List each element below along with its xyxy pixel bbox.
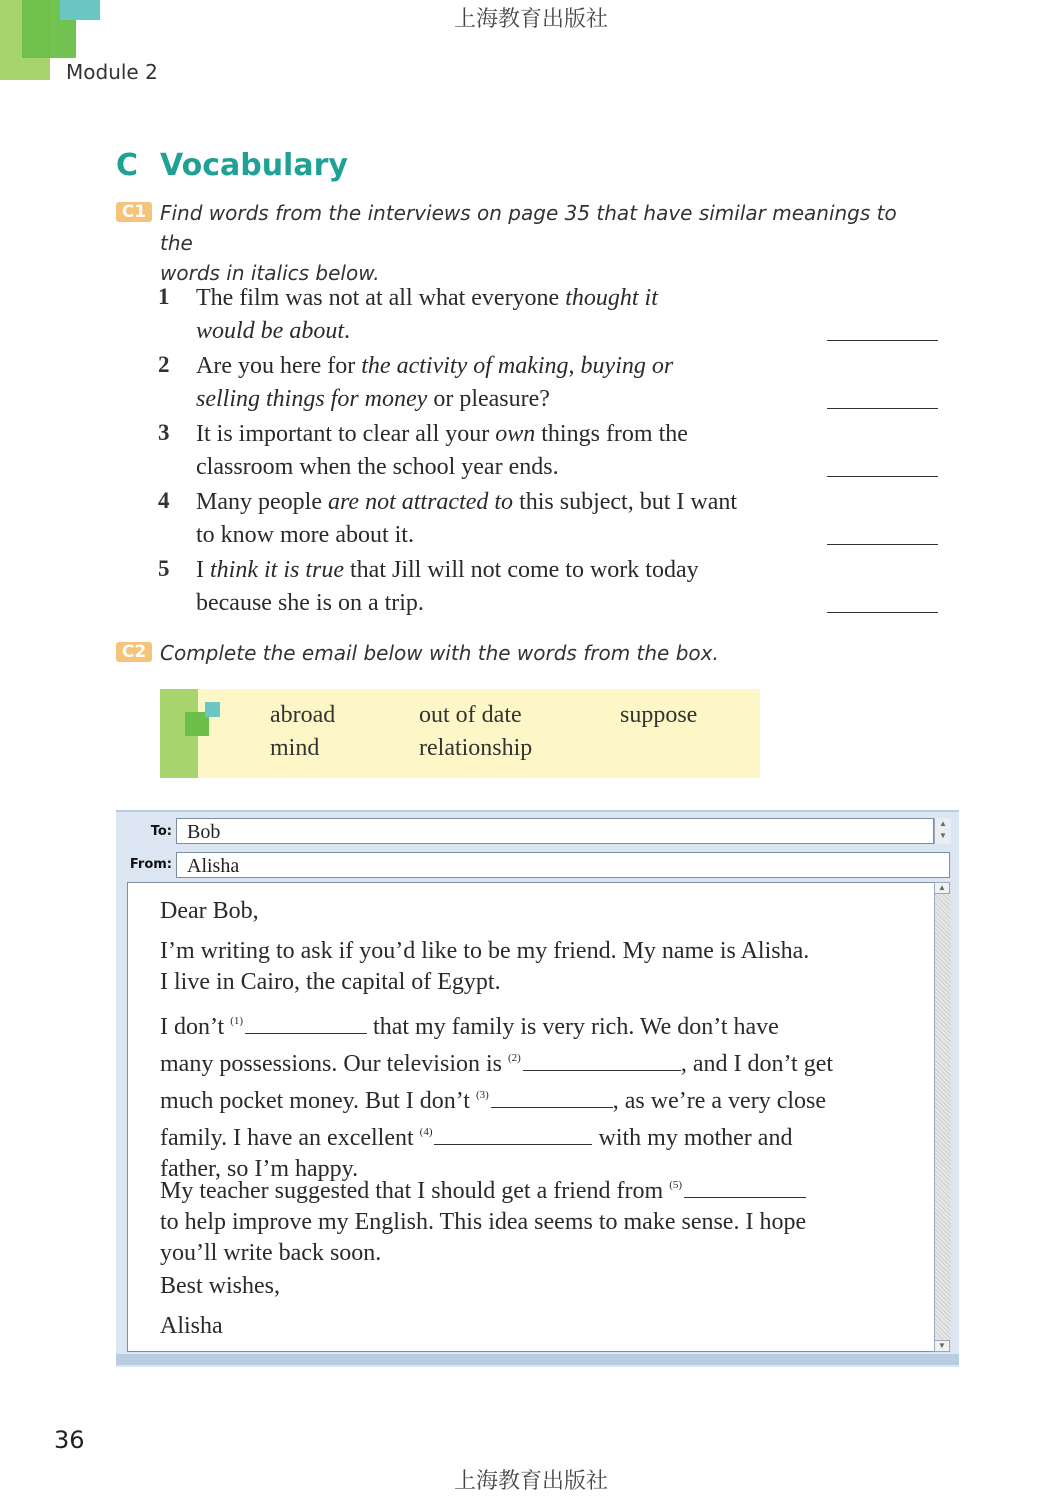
gap-number-1: (1) bbox=[230, 1015, 244, 1027]
to-field-spinner[interactable] bbox=[934, 818, 951, 844]
gap-2-blank[interactable] bbox=[523, 1048, 681, 1071]
c1-answer-blank[interactable] bbox=[827, 544, 938, 545]
email-p2-line-5: father, so I’m happy. bbox=[160, 1156, 359, 1182]
c1-question-line-2: classroom when the school year ends. bbox=[196, 454, 559, 480]
section-title: Vocabulary bbox=[160, 148, 348, 183]
module-label: Module 2 bbox=[66, 60, 158, 84]
gap-4-blank[interactable] bbox=[434, 1122, 592, 1145]
word-relationship: relationship bbox=[419, 735, 533, 761]
word-mind: mind bbox=[270, 735, 320, 761]
c1-question-line-2: would be about. bbox=[196, 318, 350, 344]
email-closing: Best wishes, bbox=[160, 1273, 280, 1299]
c1-question-line-2: to know more about it. bbox=[196, 522, 414, 548]
c1-question-line-2: selling things for money or pleasure? bbox=[196, 386, 550, 412]
email-p1-line-2: I live in Cairo, the capital of Egypt. bbox=[160, 969, 501, 995]
c1-instruction bbox=[160, 198, 920, 288]
c1-question-text bbox=[196, 554, 816, 620]
email-p3-line-2: to help improve my English. This idea seems to make sense. I hope bbox=[160, 1209, 807, 1235]
gap-number-3: (3) bbox=[475, 1089, 489, 1101]
c1-question-text bbox=[196, 282, 816, 348]
email-paragraph-1 bbox=[160, 936, 809, 998]
gap-number-5: (5) bbox=[669, 1179, 683, 1191]
scroll-down-icon[interactable]: ▼ bbox=[934, 1340, 950, 1352]
section-letter: C bbox=[116, 148, 139, 183]
word-abroad: abroad bbox=[270, 702, 336, 728]
c1-question-number: 2 bbox=[158, 352, 170, 377]
email-p2-line-4: family. I have an excellent $^{(4)}$ with my mother and bbox=[160, 1117, 920, 1154]
c1-question-line-2: because she is on a trip. bbox=[196, 590, 424, 616]
c1-question-line-1: It is important to clear all your own things from the bbox=[196, 421, 688, 447]
c2-instruction: Complete the email below with the words from the box. bbox=[160, 641, 719, 665]
c1-question-number: 1 bbox=[158, 284, 170, 309]
spin-up-icon[interactable]: ▲ bbox=[939, 819, 947, 828]
c1-answer-blank[interactable] bbox=[827, 408, 938, 409]
c1-instruction-line-2: words in italics below. bbox=[160, 261, 380, 285]
to-field[interactable]: Bob bbox=[176, 818, 934, 844]
publisher-header: 上海教育出版社 bbox=[453, 6, 608, 31]
c1-instruction-line-1: Find words from the interviews on page 35 that have similar meanings to the bbox=[160, 201, 897, 255]
gap-5-blank[interactable] bbox=[684, 1175, 806, 1198]
gap-1-blank[interactable] bbox=[245, 1011, 367, 1034]
to-label: To: bbox=[150, 824, 172, 839]
c1-question-number: 3 bbox=[158, 420, 170, 445]
c1-question-line-1: The film was not at all what everyone thought it bbox=[196, 285, 658, 311]
c1-question-number: 5 bbox=[158, 556, 170, 581]
scroll-up-icon[interactable]: ▲ bbox=[934, 882, 950, 894]
email-paragraph-3 bbox=[160, 1170, 920, 1269]
gap-number-2: (2) bbox=[508, 1052, 521, 1064]
email-signature: Alisha bbox=[160, 1313, 223, 1339]
word-box-decoration-teal bbox=[205, 702, 220, 717]
gap-3-blank[interactable] bbox=[491, 1085, 613, 1108]
c2-badge: C2 bbox=[116, 642, 152, 662]
c1-question-text bbox=[196, 486, 816, 552]
publisher-footer: 上海教育出版社 bbox=[453, 1468, 608, 1493]
email-paragraph-2 bbox=[160, 1006, 920, 1185]
email-p1-line-1: I’m writing to ask if you’d like to be my friend. My name is Alisha. bbox=[160, 938, 810, 964]
email-window-bottom-bar bbox=[116, 1354, 959, 1365]
gap-number-4: (4) bbox=[419, 1126, 433, 1138]
email-p2-line-2: many possessions. Our television is $^{(2)}$ , and I don’t get bbox=[160, 1043, 920, 1080]
from-field[interactable]: Alisha bbox=[176, 852, 950, 878]
c1-question-line-1: Many people are not attracted to this subject, but I want bbox=[196, 489, 738, 515]
c1-badge: C1 bbox=[116, 202, 152, 222]
email-greeting: Dear Bob, bbox=[160, 898, 259, 924]
word-suppose: suppose bbox=[620, 702, 698, 728]
c1-answer-blank[interactable] bbox=[827, 612, 938, 613]
c1-question-text bbox=[196, 350, 816, 416]
word-out-of-date: out of date bbox=[419, 702, 522, 728]
c1-answer-blank[interactable] bbox=[827, 340, 938, 341]
email-scrollbar[interactable] bbox=[934, 882, 951, 1352]
from-label: From: bbox=[129, 857, 172, 872]
email-p3-line-3: you’ll write back soon. bbox=[160, 1240, 382, 1266]
page-number: 36 bbox=[54, 1426, 85, 1454]
c1-question-line-1: Are you here for the activity of making, buying or bbox=[196, 353, 674, 379]
email-p3-line-1: My teacher suggested that I should get a friend from $^{(5)}$ bbox=[160, 1170, 920, 1207]
email-p2-line-1: I don’t $^{(1)}$ that my family is very rich. We don’t have bbox=[160, 1006, 920, 1043]
spin-down-icon[interactable]: ▼ bbox=[939, 831, 947, 840]
c1-question-line-1: I think it is true that Jill will not come to work today bbox=[196, 557, 699, 583]
email-p2-line-3: much pocket money. But I don’t $^{(3)}$ , as we’re a very close bbox=[160, 1080, 920, 1117]
c1-question-text bbox=[196, 418, 816, 484]
c1-answer-blank[interactable] bbox=[827, 476, 938, 477]
c1-question-number: 4 bbox=[158, 488, 170, 513]
